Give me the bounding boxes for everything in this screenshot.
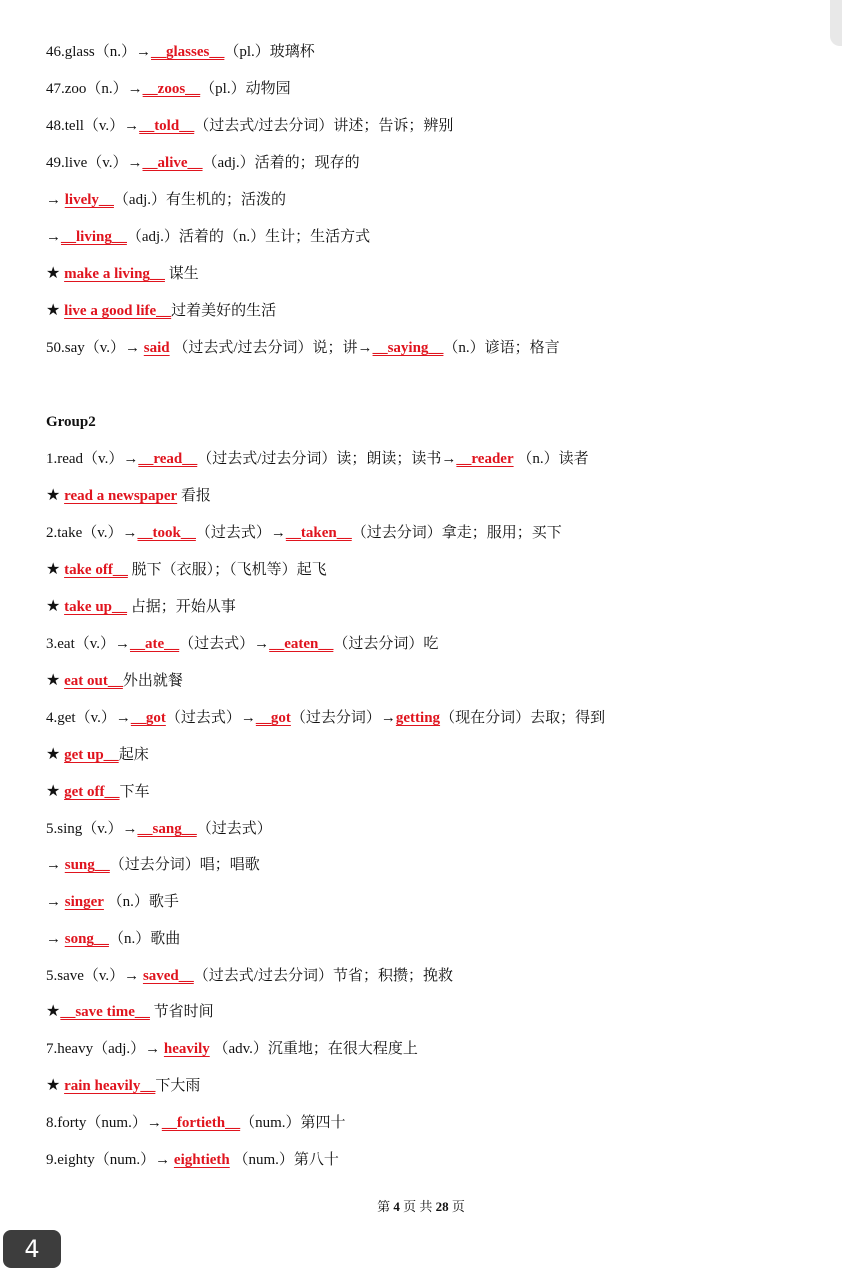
vocab-line xyxy=(46,225,370,249)
vocab-line xyxy=(46,964,453,988)
answer-text: take off__ xyxy=(64,562,128,578)
answer-text: __told__ xyxy=(139,118,195,134)
line-text: 2.take（v.）→ xyxy=(46,525,138,541)
vocab-line xyxy=(46,817,272,841)
line-text: （过去式）→ xyxy=(179,636,270,652)
footer-prefix: 第 xyxy=(377,1199,391,1214)
line-text: 47.zoo（n.）→ xyxy=(46,81,143,97)
answer-text: __fortieth__ xyxy=(161,1115,241,1131)
answer-text: lively__ xyxy=(64,192,114,208)
vocab-line xyxy=(46,40,315,64)
line-text: 1.read（v.）→ xyxy=(46,451,139,467)
answer-text: __zoos__ xyxy=(142,81,201,97)
page-footer xyxy=(0,1196,842,1218)
line-text: 9.eighty（num.）→ xyxy=(46,1152,174,1168)
line-text: → xyxy=(46,894,65,910)
line-text: （adj.）有生机的；活泼的 xyxy=(113,192,286,208)
answer-text: heavily xyxy=(163,1041,210,1057)
vocab-line xyxy=(46,188,286,212)
answer-text: __taken__ xyxy=(285,525,352,541)
vocab-line xyxy=(46,1111,346,1135)
vocab-line xyxy=(46,706,605,730)
star-icon: ★ xyxy=(46,598,61,615)
line-text: 外出就餐 xyxy=(122,673,183,689)
line-text: 5.save（v.）→ xyxy=(46,968,143,984)
line-text: （n.）读者 xyxy=(513,451,589,467)
vocab-line xyxy=(46,1148,339,1172)
star-icon: ★ xyxy=(46,1003,61,1020)
line-text: （pl.）玻璃杯 xyxy=(224,44,315,60)
line-text: （过去式）→ xyxy=(165,710,256,726)
line-text: （过去式） xyxy=(196,821,272,837)
line-text: （过去分词）吃 xyxy=(333,636,439,652)
vocab-line xyxy=(46,558,327,582)
vocab-line xyxy=(46,632,438,656)
line-text: （adj.）活着的（n.）生计；生活方式 xyxy=(126,229,371,245)
line-text: → xyxy=(46,229,61,245)
footer-total-pages: 28 xyxy=(435,1199,449,1214)
answer-text: rain heavily__ xyxy=(64,1078,156,1094)
vocab-line xyxy=(46,1000,214,1024)
answer-text: __saying__ xyxy=(372,340,444,356)
answer-text: __save time__ xyxy=(60,1004,150,1020)
vocab-line xyxy=(46,890,179,914)
line-text: 4.get（v.）→ xyxy=(46,710,131,726)
line-text: 5.sing（v.）→ xyxy=(46,821,138,837)
vocab-line xyxy=(46,927,180,951)
star-icon: ★ xyxy=(46,672,61,689)
vocab-line xyxy=(46,151,360,175)
vocab-line xyxy=(46,447,589,471)
answer-text: __living__ xyxy=(61,229,127,245)
vocab-line xyxy=(46,1037,418,1061)
line-text: 下大雨 xyxy=(155,1078,201,1094)
line-text: （n.）歌曲 xyxy=(108,931,181,947)
vocab-line xyxy=(46,262,199,286)
line-text: （n.）谚语；格言 xyxy=(443,340,560,356)
line-text: （过去分词）唱；唱歌 xyxy=(109,857,260,873)
scrollbar-edge[interactable] xyxy=(830,0,842,46)
vocab-line xyxy=(46,484,211,508)
line-text: （过去式/过去分词）节省；积攒；挽救 xyxy=(193,968,453,984)
vocab-line xyxy=(46,336,560,360)
group-heading: Group2 xyxy=(46,414,96,430)
line-text: → xyxy=(46,192,65,208)
line-text: 46.glass（n.）→ xyxy=(46,44,152,60)
answer-text: __took__ xyxy=(137,525,196,541)
star-icon: ★ xyxy=(46,487,61,504)
vocab-line xyxy=(46,77,291,101)
vocab-line xyxy=(46,780,150,804)
answer-text: read a newspaper xyxy=(64,488,178,504)
line-text: （num.）第八十 xyxy=(229,1152,339,1168)
answer-text: sung__ xyxy=(64,857,110,873)
line-text: （过去式）→ xyxy=(195,525,286,541)
answer-text: get up__ xyxy=(64,747,119,763)
star-icon: ★ xyxy=(46,1077,61,1094)
line-text: （pl.）动物园 xyxy=(200,81,291,97)
line-text: 节省时间 xyxy=(149,1004,214,1020)
answer-text: __read__ xyxy=(138,451,198,467)
vocab-line xyxy=(46,595,236,619)
line-text: （过去式/过去分词）说；讲→ xyxy=(169,340,373,356)
answer-text: song__ xyxy=(64,931,109,947)
footer-middle: 页 共 xyxy=(403,1199,433,1214)
vocab-line xyxy=(46,853,260,877)
line-text: → xyxy=(46,857,65,873)
answer-text: eat out__ xyxy=(64,673,123,689)
line-text: 49.live（v.）→ xyxy=(46,155,143,171)
star-icon: ★ xyxy=(46,302,61,319)
line-text: 50.say（v.）→ xyxy=(46,340,144,356)
line-text: （num.）第四十 xyxy=(240,1115,346,1131)
line-text: （过去式/过去分词）读；朗读；读书→ xyxy=(197,451,457,467)
line-text: （adv.）沉重地；在很大程度上 xyxy=(209,1041,418,1057)
footer-current-page: 4 xyxy=(393,1199,400,1214)
vocab-line xyxy=(46,743,149,767)
line-text: 过着美好的生活 xyxy=(171,303,277,319)
page-number-badge[interactable]: 4 xyxy=(3,1230,61,1268)
line-text: 48.tell（v.）→ xyxy=(46,118,140,134)
line-text: 起床 xyxy=(118,747,149,763)
answer-text: make a living__ xyxy=(64,266,165,282)
line-text: → xyxy=(46,931,65,947)
answer-text: singer xyxy=(64,894,104,910)
line-text: （现在分词）去取；得到 xyxy=(440,710,606,726)
answer-text: get off__ xyxy=(64,784,120,800)
line-text: 8.forty（num.）→ xyxy=(46,1115,162,1131)
line-text: 脱下（衣服）；（飞机等）起飞 xyxy=(127,562,327,578)
answer-text: __sang__ xyxy=(137,821,197,837)
answer-text: live a good life__ xyxy=(64,303,172,319)
answer-text: __got xyxy=(130,710,166,726)
answer-text: __alive__ xyxy=(142,155,203,171)
line-text: 看报 xyxy=(177,488,211,504)
answer-text: saved__ xyxy=(142,968,194,984)
line-text: （adj.）活着的；现存的 xyxy=(202,155,360,171)
star-icon: ★ xyxy=(46,265,61,282)
line-text: 下车 xyxy=(119,784,150,800)
line-text: 谋生 xyxy=(164,266,199,282)
line-text: 7.heavy（adj.）→ xyxy=(46,1041,164,1057)
answer-text: __got xyxy=(255,710,291,726)
line-text: （过去式/过去分词）讲述；告诉；辨别 xyxy=(194,118,454,134)
star-icon: ★ xyxy=(46,746,61,763)
answer-text: __reader xyxy=(456,451,514,467)
line-text: （过去分词）→ xyxy=(290,710,396,726)
answer-text: __glasses__ xyxy=(151,44,225,60)
vocab-line xyxy=(46,114,453,138)
answer-text: getting xyxy=(395,710,441,726)
vocab-line xyxy=(46,1074,200,1098)
answer-text: __eaten__ xyxy=(269,636,334,652)
answer-text: __ate__ xyxy=(130,636,180,652)
line-text: 占据；开始从事 xyxy=(127,599,236,615)
vocab-line xyxy=(46,521,562,545)
footer-suffix: 页 xyxy=(451,1199,465,1214)
answer-text: take up__ xyxy=(64,599,128,615)
line-text: （过去分词）拿走；服用；买下 xyxy=(351,525,562,541)
vocab-line xyxy=(46,669,183,693)
answer-text: said xyxy=(143,340,170,356)
vocab-line xyxy=(46,299,276,323)
line-text: 3.eat（v.）→ xyxy=(46,636,131,652)
line-text: （n.）歌手 xyxy=(103,894,179,910)
star-icon: ★ xyxy=(46,783,61,800)
answer-text: eightieth xyxy=(173,1152,230,1168)
star-icon: ★ xyxy=(46,561,61,578)
